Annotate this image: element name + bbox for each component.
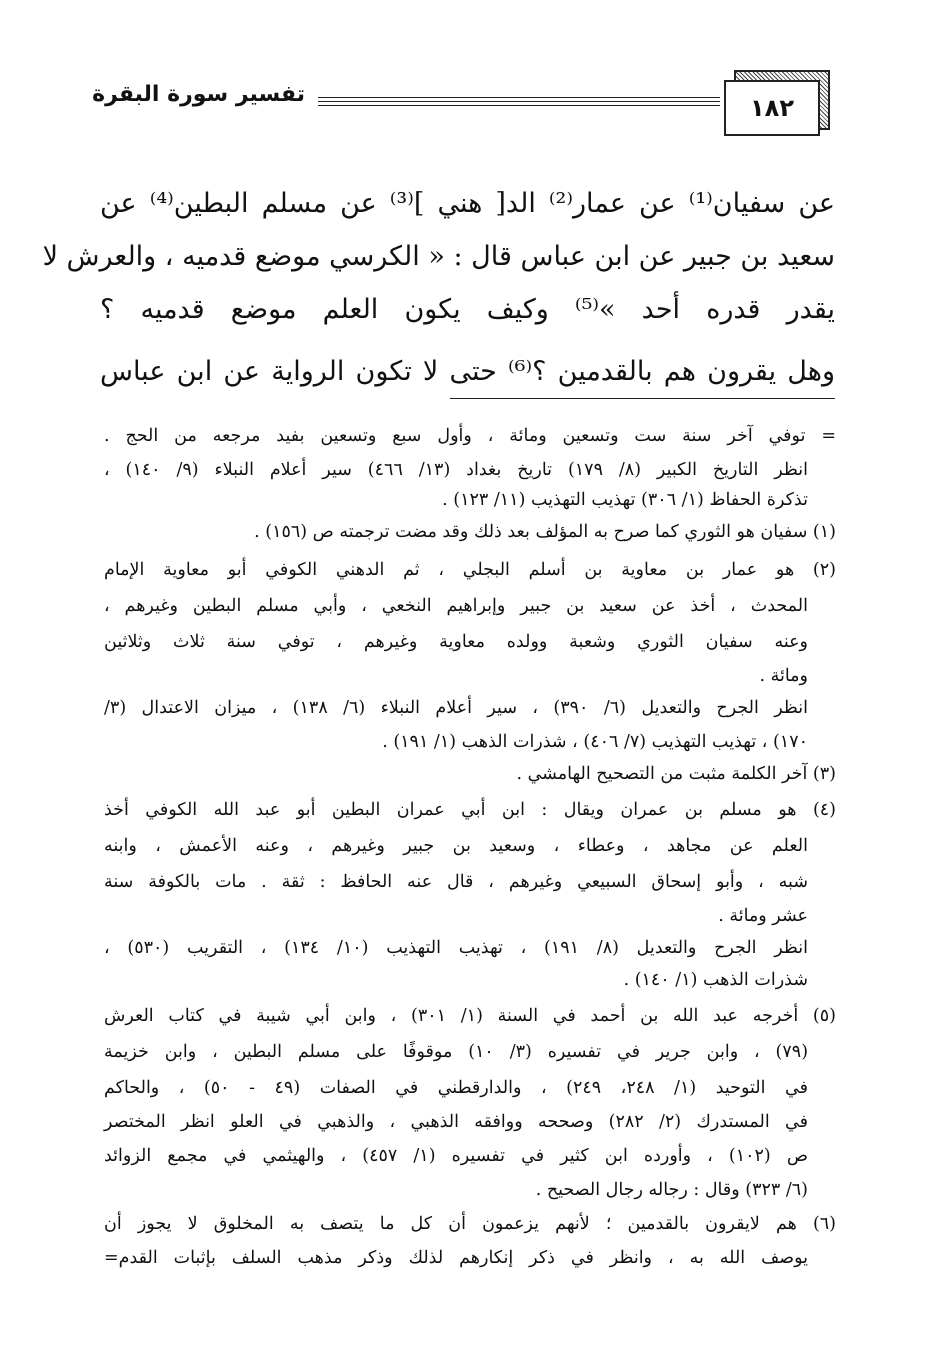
page-number: ١٨٢: [724, 80, 820, 136]
footnote-line: يوصف الله به ، وانظر في ذكر إنكارهم لذلك وذكر مذهب السلف بإثبات القدم=: [104, 1248, 808, 1268]
footnote-line: (١) سفيان هو الثوري كما صرح به المؤلف بعد ذلك وقد مضت ترجمته ص (١٥٦) .: [254, 522, 836, 542]
footnote-line: في المستدرك (٢/ ٢٨٢) وصححه ووافقه الذهبي ، والذهبي في العلو انظر المختصر: [104, 1112, 808, 1132]
header-rule: [318, 105, 720, 106]
running-title: تفسير سورة البقرة: [92, 82, 305, 107]
footnote-line: (٧٩) ، وابن جرير في تفسيره (٣/ ١٠) موقوفًا على مسلم البطين ، وابن خزيمة: [104, 1042, 809, 1062]
main-text-line: عن سفيان⁽¹⁾ عن عمار⁽²⁾ الد[ هني ]⁽³⁾ عن مسلم البطين⁽⁴⁾ عن: [100, 188, 835, 219]
footnote-line: ١٧٠) ، تهذيب التهذيب (٧/ ٤٠٦) ، شذرات الذهب (١/ ١٩١) .: [382, 732, 808, 752]
footnote-line: تذكرة الحفاظ (١/ ٣٠٦) تهذيب التهذيب (١١/ ١٢٣) .: [442, 490, 808, 510]
footnote-line: ص (١٠٢) ، وأورده ابن كثير في تفسيره (١/ ٤٥٧) ، والهيثمي في مجمع الزوائد: [104, 1146, 808, 1166]
footnote-line: (٦/ ٣٢٣) وقال : رجاله رجال الصحيح .: [535, 1180, 808, 1200]
footnote-line: انظر الجرح والتعديل (٦/ ٣٩٠) ، سير أعلام النبلاء (٦/ ١٣٨) ، ميزان الاعتدال (٣/: [104, 698, 808, 718]
footnote-line: ومائة .: [759, 666, 808, 686]
footnote-line: شذرات الذهب (١/ ١٤٠) .: [623, 970, 808, 990]
main-text-line: وهل يقرون هم بالقدمين ؟⁽⁶⁾ حتى لا تكون الرواية عن ابن عباس: [100, 356, 836, 387]
header-rule: [318, 97, 720, 98]
footnote-line: في التوحيد (١/ ٢٤٨، ٢٤٩) ، والدارقطني في الصفات (٤٩ - ٥٠) ، والحاكم: [104, 1078, 808, 1098]
footnote-line: شبه ، وأبو إسحاق السبيعي وغيرهم ، قال عنه الحافظ : ثقة . مات بالكوفة سنة: [104, 872, 808, 892]
footnote-separator: [450, 398, 835, 399]
footnote-line: = توفي آخر سنة ست وتسعين ومائة ، وأول سبع وتسعين بفيد مرجعه من الحج .: [104, 426, 836, 446]
footnote-line: (٦) هم لايقرون بالقدمين ؛ لأنهم يزعمون أن كل ما يتصف به المخلوق لا يجوز أن: [104, 1214, 836, 1234]
footnote-line: (٣) آخر الكلمة مثبت من التصحيح الهامشي .: [516, 764, 836, 784]
footnote-line: العلم عن مجاهد ، وعطاء ، وسعيد بن جبير وغيرهم ، وعنه الأعمش ، وابنه: [104, 836, 808, 856]
main-text-line: سعيد بن جبير عن ابن عباس قال : « الكرسي موضع قدميه ، والعرش لا: [42, 241, 835, 272]
footnote-line: المحدث ، أخذ عن سعيد بن جبير وإبراهيم النخعي ، وأبي مسلم البطين وغيرهم ،: [104, 596, 808, 616]
footnote-line: انظر التاريخ الكبير (٨/ ١٧٩) تاريخ بغداد (١٣/ ٤٦٦) سير أعلام النبلاء (٩/ ١٤٠) ،: [104, 460, 808, 480]
main-text-line: يقدر قدره أحد »⁽⁵⁾ وكيف يكون العلم موضع قدميه ؟: [100, 294, 835, 325]
header-rule: [318, 101, 720, 102]
footnote-line: (٥) أخرجه عبد الله بن أحمد في السنة (١/ ٣٠١) ، وابن أبي شيبة في كتاب العرش: [104, 1006, 836, 1026]
footnote-line: (٢) هو عمار بن معاوية بن أسلم البجلي ، ثم الدهني الكوفي أبو معاوية الإمام: [104, 560, 836, 580]
footnote-line: وعنه سفيان الثوري وشعبة وولده معاوية وغيرهم ، توفي سنة ثلاث وثلاثين: [104, 632, 808, 652]
page-number-box: [724, 70, 828, 132]
footnote-line: انظر الجرح والتعديل (٨/ ١٩١) ، تهذيب التهذيب (١٠/ ١٣٤) ، التقريب (٥٣٠) ،: [104, 938, 809, 958]
footnote-line: عشر ومائة .: [718, 906, 808, 926]
footnote-line: (٤) هو مسلم بن عمران ويقال : ابن أبي عمران البطين أبو عبد الله الكوفي أخذ: [104, 800, 836, 820]
